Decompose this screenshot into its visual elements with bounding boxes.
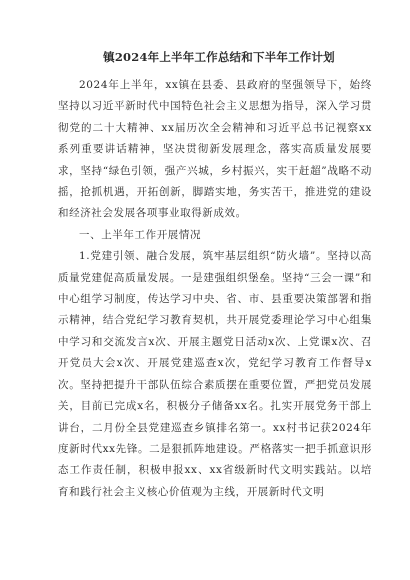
document-title: 镇2024年上半年工作总结和下半年工作计划 — [103, 50, 335, 64]
section-heading: 一、上半年工作开展情况 — [79, 228, 202, 241]
section-body-paragraph: 1.党建引领、融合发展，筑牢基层组织“防火墙”。坚持以高质量党建促高质量发展。一是建强组织堡垒。坚持“三会一课”和中心组学习制度，传达学习中央、省、市、县重要决策部署和指示精神，结合党纪学习教育契机，共开展党委理论学习中心组集中学习和交流发言x次、开展主题党日活动x次、上党课x次、召开党员大会x次、开展党建巡查x次，党纪学习教育工作督导x次。坚持把提升干部队伍综合素质摆在重要位置，严把党员发展关，目前已完成x名，积极分子储备xx名。扎实开展党务干部上讲台，二月份全县党建巡查乡镇排名第一。xx村书记获2024年度新时代xx先锋。二是狠抓阵地建设。严格落实一把手抓意识形态工作责任制，积极申报xx、xx省级新时代文明实践站。以培育和践行社会主义核心价值观为主线，开展新时代文明 — [58, 250, 372, 498]
intro-paragraph: 2024年上半年，xx镇在县委、县政府的坚强领导下，始终坚持以习近平新时代中国特色社会主义思想为指导，深入学习贯彻党的二十大精神、xx届历次全会精神和习近平总书记视察xx系列重要讲话精神，坚决贯彻新发展理念，落实高质量发展要求，坚持“绿色引领，强产兴城，乡村振兴，实干赶超”战略不动摇，抢抓机遇，开拓创新，脚踏实地，务实苦干，推进党的建设和经济社会发展各项事业取得新成效。 — [58, 79, 372, 220]
